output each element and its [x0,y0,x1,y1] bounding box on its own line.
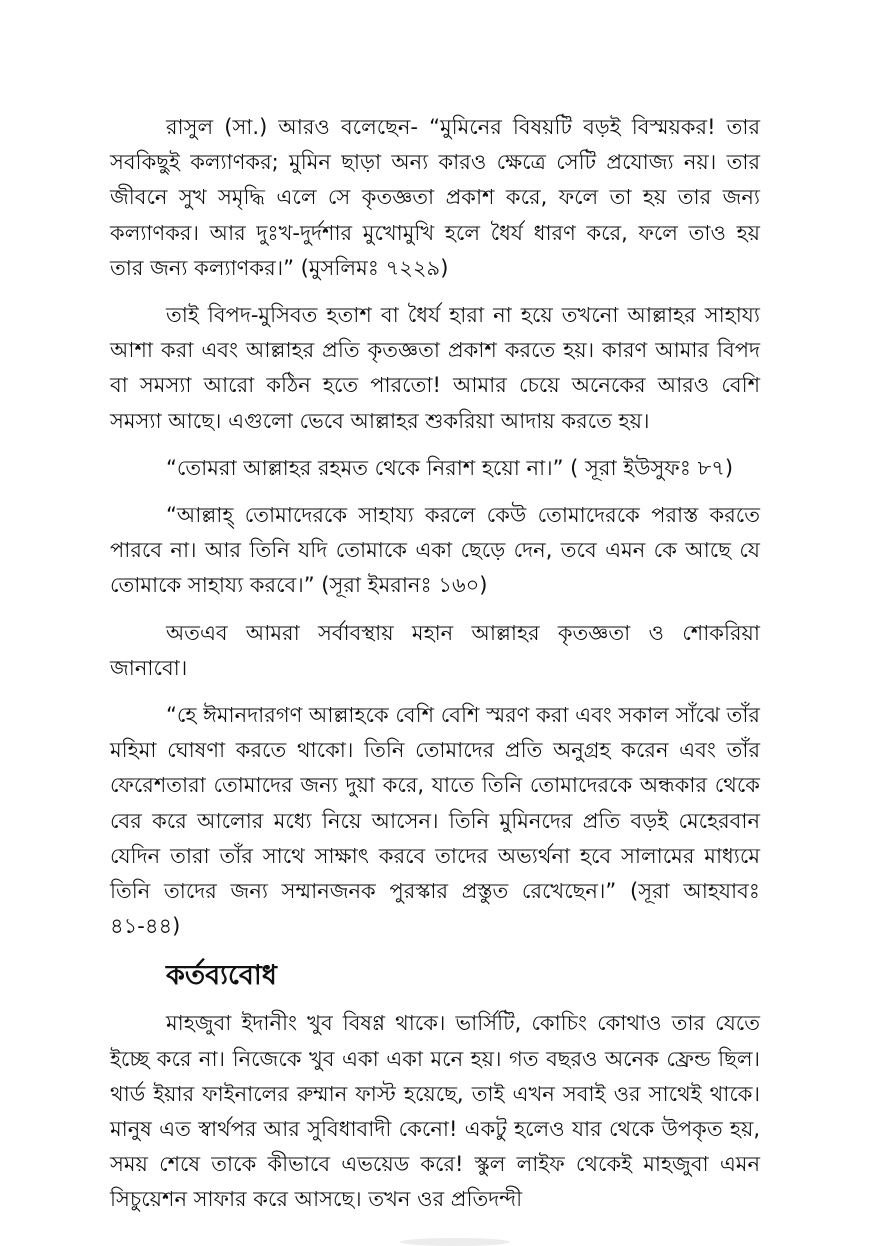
document-page [110,110,760,1230]
paragraph-patience: তাই বিপদ-মুসিবত হতাশ বা ধৈর্য হারা না হয়ে তখনো আল্লাহর সাহায্য আশা করা এবং আল্লাহর প্রতি কৃতজ্ঞতা প্রকাশ করতে হয়। কারণ আমার বিপদ বা সমস্যা আরো কঠিন হতে পারতো! আমার চেয়ে অনেকের আরও বেশি সমস্যা আছে। এগুলো ভেবে আল্লাহর শুকরিয়া আদায় করতে হয়। [110,303,760,433]
quote-surah-yusuf: “তোমরা আল্লাহর রহমত থেকে নিরাশ হয়ো না।” ( সূরা ইউসুফঃ ৮৭) [166,455,734,480]
section-paragraph: মাহজুবা ইদানীং খুব বিষণ্ণ থাকে। ভার্সিটি, কোচিং কোথাও তার যেতে ইচ্ছে করে না। নিজেকে খুব একা একা মনে হয়। গত বছরও অনেক ফ্রেন্ড ছিল। থার্ড ইয়ার ফাইনালের রুম্মান ফাস্ট হয়েছে, তাই এখন সবাই ওর সাথেই থাকে। মানুষ এত স্বার্থপর আর সুবিধাবাদী কেনো! একটু হলেও যার থেকে উপকৃত হয়, সময় শেষে তাকে কীভাবে এভয়েড করে! স্কুল লাইফ থেকেই মাহজুবা এমন সিচুয়েশন সাফার করে আসছে। তখন ওর প্রতিদন্দী [110,1011,760,1212]
quote-surah-imran: “আল্লাহ্‌ তোমাদেরকে সাহায্য করলে কেউ তোমাদেরকে পরাস্ত করতে পারবে না। আর তিনি যদি তোমাকে একা ছেড়ে দেন, তবে এমন কে আছে যে তোমাকে সাহায্য করবে।” (সূরা ইমরানঃ ১৬০) [110,503,760,598]
page-edge-shadow [400,1238,510,1246]
section-heading: কর্তব্যবোধ [166,960,277,992]
paragraph-gratitude: অতএব আমরা সর্বাবস্থায় মহান আল্লাহর কৃতজ্ঞতা ও শোকরিয়া জানাবো। [110,620,760,680]
paragraph-hadith-muslim: রাসুল (সা.) আরও বলেছেন- “মুমিনের বিষয়টি বড়ই বিস্ময়কর! তার সবকিছুই কল্যাণকর; মুমিন ছাড়া অন্য কারও ক্ষেত্রে সেটি প্রযোজ্য নয়। তার জীবনে সুখ সমৃদ্ধি এলে সে কৃতজ্ঞতা প্রকাশ করে, ফলে তা হয় তার জন্য কল্যাণকর। আর দুঃখ-দুর্দশার মুখোমুখি হলে ধৈর্য ধারণ করে, ফলে তাও হয় তার জন্য কল্যাণকর।” (মুসলিমঃ ৭২২৯) [110,115,760,280]
quote-surah-ahzab: “হে ঈমানদারগণ আল্লাহকে বেশি বেশি স্মরণ করা এবং সকাল সাঁঝে তাঁর মহিমা ঘোষণা করতে থাকো। তিনি তোমাদের প্রতি অনুগ্রহ করেন এবং তাঁর ফেরেশতারা তোমাদের জন্য দুয়া করে, যাতে তিনি তোমাদেরকে অন্ধকার থেকে বের করে আলোর মধ্যে নিয়ে আসেন। তিনি মুমিনদের প্রতি বড়ই মেহেরবান যেদিন তারা তাঁর সাথে সাক্ষাৎ করবে তাদের অভ্যর্থনা হবে সালামের মাধ্যমে তিনি তাদের জন্য সম্মানজনক পুরস্কার প্রস্তুত রেখেছেন।” (সূরা আহযাবঃ ৪১-৪৪) [110,703,760,939]
